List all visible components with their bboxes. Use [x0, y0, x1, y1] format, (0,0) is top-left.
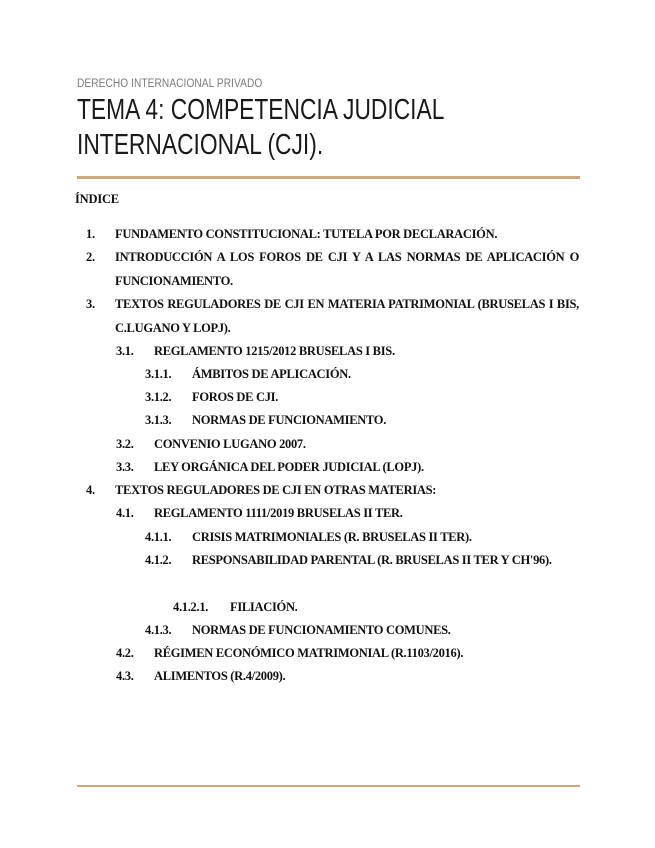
toc-entry-text: CONVENIO LUGANO 2007. [154, 437, 306, 451]
page-title: TEMA 4: COMPETENCIA JUDICIAL INTERNACIONAL (CJI). [77, 94, 444, 161]
toc-entry-text: ÁMBITOS DE APLICACIÓN. [192, 367, 351, 381]
toc-entry-number: 3.3. [116, 460, 134, 474]
toc-entry-number: 4.1. [116, 506, 134, 520]
bottom-divider [77, 785, 580, 787]
toc-entry-text: RESPONSABILIDAD PARENTAL (R. BRUSELAS II TER Y CH'96). [192, 553, 552, 567]
toc-entry-text: TEXTOS REGULADORES DE CJI EN MATERIA PATRIMONIAL (BRUSELAS I BIS, C.LUGANO Y LOPJ). [115, 297, 579, 335]
toc-entry-text: ALIMENTOS (R.4/2009). [154, 669, 286, 683]
toc-entry-text: NORMAS DE FUNCIONAMIENTO. [192, 413, 387, 427]
toc-entry-number: 4.1.1. [145, 530, 172, 544]
toc-entry-text: INTRODUCCIÓN A LOS FOROS DE CJI Y A LAS NORMAS DE APLICACIÓN O FUNCIONAMIENTO. [115, 250, 579, 288]
toc-entry-text: CRISIS MATRIMONIALES (R. BRUSELAS II TER). [192, 530, 472, 544]
toc-entry-text: FILIACIÓN. [230, 600, 298, 614]
toc-entry-number: 3.1.3. [145, 413, 172, 427]
toc-entry-number: 3.1. [116, 344, 134, 358]
index-heading: ÍNDICE [75, 192, 119, 206]
toc-entry-number: 4.3. [116, 669, 134, 683]
toc-entry-number: 3. [86, 297, 95, 311]
toc-entry-number: 4.1.3. [145, 623, 172, 637]
toc-entry-text: FUNDAMENTO CONSTITUCIONAL: TUTELA POR DECLARACIÓN. [115, 227, 498, 241]
toc-entry-number: 4.2. [116, 646, 134, 660]
toc-entry-number: 3.1.1. [145, 367, 172, 381]
toc-entry-number: 3.1.2. [145, 390, 172, 404]
toc-entry-number: 4. [86, 483, 95, 497]
toc-entry-text: TEXTOS REGULADORES DE CJI EN OTRAS MATERIAS: [115, 483, 437, 497]
toc-entry-text: NORMAS DE FUNCIONAMIENTO COMUNES. [192, 623, 451, 637]
subject-label: DERECHO INTERNACIONAL PRIVADO [77, 78, 263, 90]
toc-entry-number: 4.1.2. [145, 553, 172, 567]
toc-entry-number: 3.2. [116, 437, 134, 451]
toc-entry-text: REGLAMENTO 1111/2019 BRUSELAS II TER. [154, 506, 403, 520]
toc-entry-text: RÉGIMEN ECONÓMICO MATRIMONIAL (R.1103/2016). [154, 646, 464, 660]
toc-entry-number: 4.1.2.1. [173, 600, 209, 614]
toc-entry-text: LEY ORGÁNICA DEL PODER JUDICIAL (LOPJ). [154, 460, 424, 474]
toc-entry-number: 1. [86, 227, 95, 241]
toc-entry-text: FOROS DE CJI. [192, 390, 279, 404]
toc-entry-number: 2. [86, 250, 95, 264]
toc-entry-text: REGLAMENTO 1215/2012 BRUSELAS I BIS. [154, 344, 395, 358]
